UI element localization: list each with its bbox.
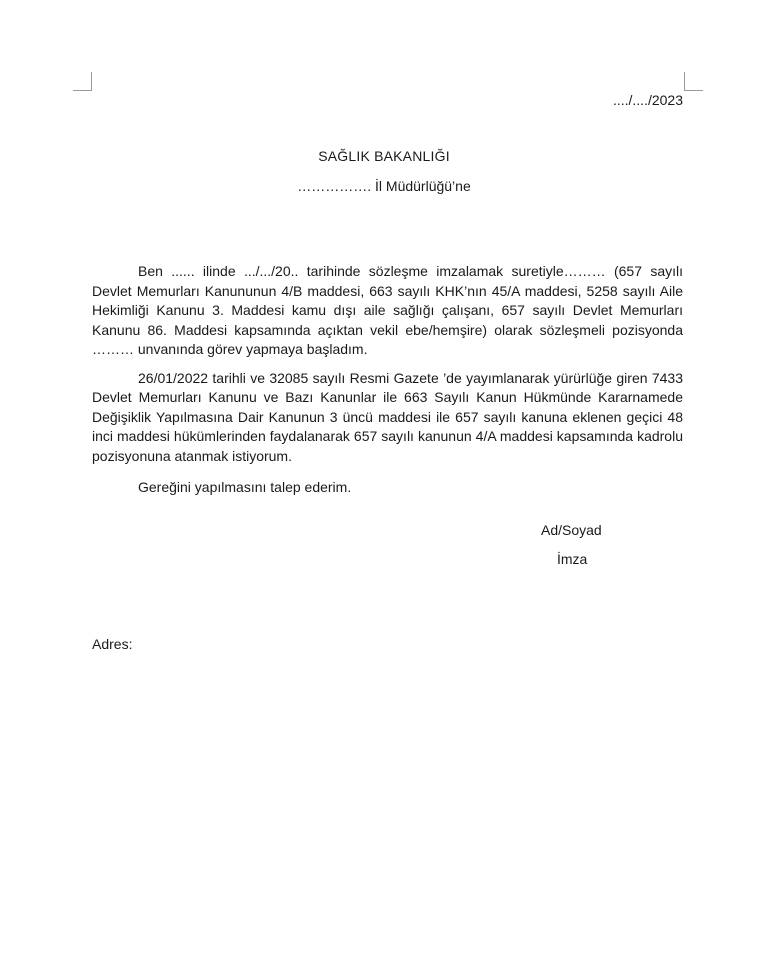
paragraph-employment: Ben ...... ilinde .../.../20.. tarihinde sözleşme imzalamak suretiyle……… (657 sayılı Devlet Memurları Kanununun 4/B maddesi, 663 sayılı KHK’nın 45/A maddesi, 5258 sayılı Aile Hekimliği Kanunu 3. Maddesi kamu dışı aile sağlığı çalışanı, 657 sayılı Devlet Memurları Kanunu 86. Maddesi kapsamında açıktan vekil ebe/hemşire) olarak sözleşmeli pozisyonda ……… unvanında görev yapmaya başladım. xyxy=(92,263,683,357)
directorate-title: ……………. İl Müdürlüğü’ne xyxy=(297,178,471,194)
signature-name-label: Ad/Soyad xyxy=(541,522,602,538)
address-label: Adres: xyxy=(92,636,133,652)
crop-mark-top-right xyxy=(684,72,703,91)
crop-mark-top-left xyxy=(73,72,92,91)
paragraph-request: 26/01/2022 tarihli ve 32085 sayılı Resmi Gazete ’de yayımlanarak yürürlüğe giren 7433 Devlet Memurları Kanunu ve Bazı Kanunlar ile 663 Sayılı Kanun Hükmünde Kararnamede Değişiklik Yapılmasına Dair Kanunun 3 üncü maddesi ile 657 sayılı kanuna eklenen geçici 48 inci maddesi hükümlerinden faydalanarak 657 sayılı kanunun 4/A maddesi kapsamında kadrolu pozisyonuna atanmak istiyorum. xyxy=(92,369,683,464)
petition-body xyxy=(92,262,683,498)
signature-label: İmza xyxy=(557,551,588,567)
document-date: ..../..../2023 xyxy=(612,92,683,108)
paragraph-closing: Gereğini yapılmasını talep ederim. xyxy=(138,479,352,495)
ministry-title: SAĞLIK BAKANLIĞI xyxy=(318,148,450,164)
